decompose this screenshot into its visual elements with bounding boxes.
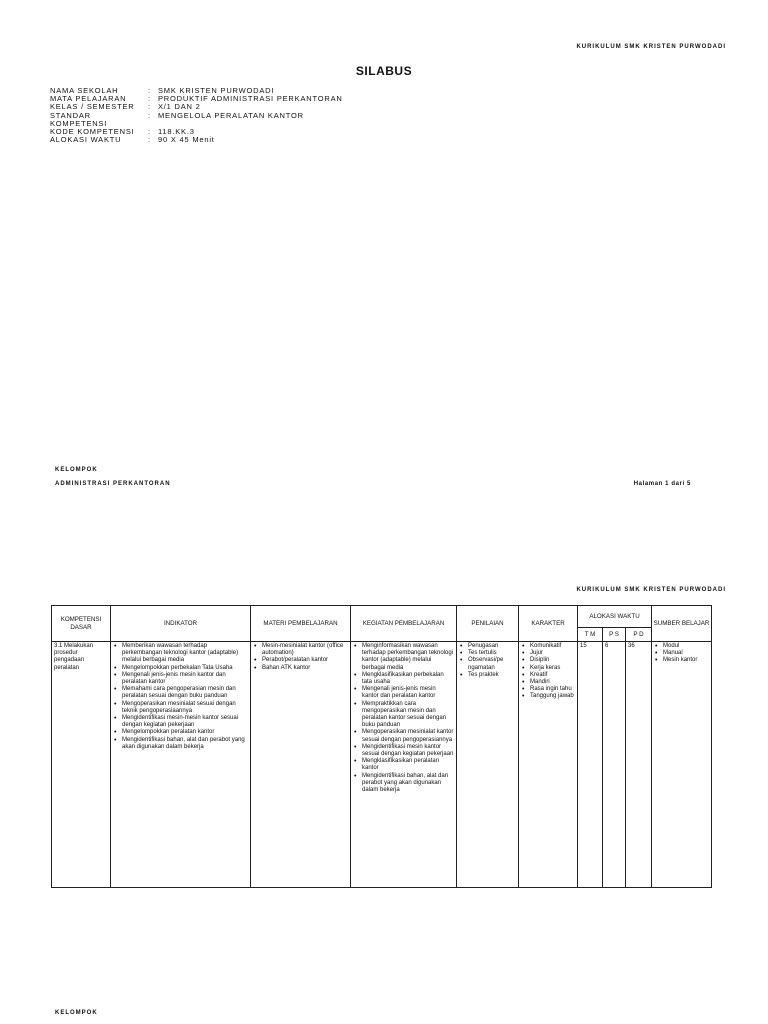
- footer-group-2: KELOMPOK: [55, 1010, 98, 1016]
- list-item: • Mengidentifikasi bahan, alat dan perabot yang akan digunakan dalam bekerja: [113, 737, 248, 751]
- list-item: • Mengidentifikasi mesin-mesin kantor sesuai dengan kegiatan pekerjaan: [113, 715, 248, 729]
- cell-indikator: [111, 642, 251, 888]
- list-item: • Rasa ingin tahu: [521, 686, 575, 693]
- running-header-2: KURIKULUM SMK KRISTEN PURWODADI: [576, 587, 726, 593]
- list-item: • Mengklasifikasikan peralatan kantor: [353, 758, 454, 772]
- header-penilaian: PENILAIAN: [457, 606, 519, 642]
- cell-ps: 6: [603, 642, 626, 888]
- bullet-list: [654, 643, 709, 665]
- list-item: • Mesin kantor: [654, 657, 709, 664]
- identity-label: STANDAR KOMPETENSI: [50, 110, 108, 128]
- list-item: • Mengoperasikan mesinialat sesuai dengan teknik pengoperasiaannya: [113, 701, 248, 715]
- identity-value: 118.KK.3: [158, 127, 195, 137]
- header-tm: T M: [578, 628, 603, 642]
- header-materi: MATERI PEMBELAJARAN: [251, 606, 351, 642]
- identity-block: [50, 87, 343, 144]
- list-item: • Bahan ATK kantor: [253, 665, 348, 672]
- header-ps: P S: [603, 628, 626, 642]
- identity-sep: :: [148, 94, 151, 104]
- cell-penilaian: [457, 642, 519, 888]
- list-item: • Manual: [654, 650, 709, 657]
- cell-kegiatan: [351, 642, 457, 888]
- cell-sumber: [652, 642, 712, 888]
- list-item: • Mengidentifikasi bahan, alat dan perabot yang akan digunakan dalam bekerja: [353, 773, 454, 795]
- identity-sep: :: [148, 86, 151, 95]
- header-sumber-belajar: SUMBER BELAJAR: [652, 606, 712, 642]
- list-item: • Mesin-mesinialat kantor (office automation): [253, 643, 348, 657]
- list-item: • Tes tertulis: [459, 650, 516, 657]
- identity-sep: :: [148, 102, 151, 112]
- list-item: • Menginformasikan wawasan terhadap perkembangan teknologi kantor (adaptable) melalui berbagai media: [353, 643, 454, 672]
- list-item: • Perabot/peralatan kantor: [253, 657, 348, 664]
- list-item: • Penugasan: [459, 643, 516, 650]
- identity-value: SMK KRISTEN PURWODADI: [158, 86, 275, 95]
- identity-sep: :: [148, 135, 151, 145]
- list-item: • Mengelompokkan perbekalan Tata Usaha: [113, 665, 248, 672]
- syllabus-table: [51, 605, 712, 888]
- header-pd: P D: [626, 628, 652, 642]
- list-item: • Mempraktikkan cara mengoperasikan mesin dan peralatan kantor sesuai dengan buku panduan: [353, 701, 454, 730]
- running-header: KURIKULUM SMK KRISTEN PURWODADI: [576, 44, 726, 50]
- bullet-list: [521, 643, 575, 701]
- list-item: • Observasi/pe ngamatan: [459, 657, 516, 671]
- cell-kompetensi: 3.1 Melakukan prosedur pengadaan peralatan: [52, 642, 111, 888]
- identity-value: MENGELOLA PERALATAN KANTOR: [158, 110, 304, 120]
- list-item: • Mengenali jenis-jenis mesin kantor dan peralatan kantor: [113, 672, 248, 686]
- table-row: [52, 642, 712, 888]
- list-item: • Mengidentifikasi mesin kantor sesuai dengan kegiatan pekerjaan: [353, 744, 454, 758]
- list-item: • Tes praktek: [459, 672, 516, 679]
- list-item: • Memberikan wawasan terhadap perkembangan teknologi kantor (adaptable) melalui berbagai media: [113, 643, 248, 665]
- list-item: • Mengoperasikan mesinialat kantor sesuai dengan pengoperasiannya: [353, 729, 454, 743]
- list-item: • Kreatif: [521, 672, 575, 679]
- footer-group: KELOMPOK: [55, 467, 98, 473]
- footer-program: ADMINISTRASI PERKANTORAN: [55, 481, 171, 487]
- page-number: Halaman 1 dari 5: [633, 481, 691, 487]
- bullet-list: [459, 643, 516, 679]
- list-item: • Mengelompokkan peralatan kantor: [113, 729, 248, 736]
- header-indikator: INDIKATOR: [111, 606, 251, 642]
- identity-value: PRODUKTIF ADMINISTRASI PERKANTORAN: [158, 94, 343, 104]
- header-kompetensi-dasar: KOMPETENSI DASAR: [52, 606, 111, 642]
- identity-label: KELAS / SEMESTER: [50, 102, 135, 112]
- identity-row: [50, 136, 343, 144]
- header-karakter: KARAKTER: [519, 606, 578, 642]
- header-kegiatan: KEGIATAN PEMBELAJARAN: [351, 606, 457, 642]
- identity-value: 90 X 45 Menit: [158, 135, 215, 145]
- list-item: • Mengenali jenis-jenis mesin kantor dan peralatan kantor: [353, 686, 454, 700]
- identity-sep: :: [148, 127, 151, 137]
- identity-sep: :: [148, 110, 151, 120]
- list-item: • Memahami cara pengoperasian mesin dan peralatan sesuai dengan buku panduan: [113, 686, 248, 700]
- identity-label: KODE KOMPETENSI: [50, 127, 135, 137]
- list-item: • Mengklasifikasikan perbekalan tata usaha: [353, 672, 454, 686]
- bullet-list: [353, 643, 454, 794]
- cell-tm: 15: [578, 642, 603, 888]
- identity-value: X/1 DAN 2: [158, 102, 201, 112]
- list-item: • Tanggung jawab: [521, 693, 575, 700]
- identity-row: [50, 112, 343, 128]
- list-item: • Kerja keras: [521, 665, 575, 672]
- cell-materi: [251, 642, 351, 888]
- cell-pd: 36: [626, 642, 652, 888]
- identity-label: NAMA SEKOLAH: [50, 86, 119, 95]
- identity-label: ALOKASI WAKTU: [50, 135, 122, 145]
- page-title: SILABUS: [355, 64, 413, 78]
- list-item: • Disiplin: [521, 657, 575, 664]
- bullet-list: [113, 643, 248, 751]
- list-item: • Mandiri: [521, 679, 575, 686]
- header-alokasi-waktu: ALOKASI WAKTU: [578, 606, 652, 628]
- list-item: • Komunikatif: [521, 643, 575, 650]
- list-item: • Jujur: [521, 650, 575, 657]
- cell-karakter: [519, 642, 578, 888]
- list-item: • Modul: [654, 643, 709, 650]
- bullet-list: [253, 643, 348, 672]
- identity-label: MATA PELAJARAN: [50, 94, 127, 104]
